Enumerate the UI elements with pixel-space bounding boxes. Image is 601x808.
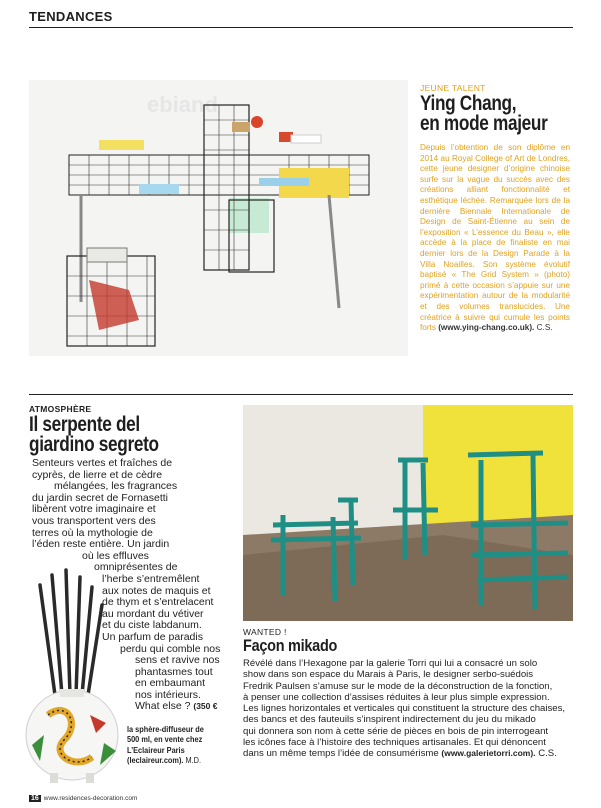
article2-line: l’éden reste entière. Un jardin <box>32 538 170 551</box>
article2-credit: M.D. <box>185 756 202 766</box>
article2-price-last <box>127 756 204 766</box>
article3-line: des bancs et des fauteuils s’inspirent indirectement du jeu du mikado <box>243 714 536 726</box>
article2-line: Senteurs vertes et fraîches de <box>32 457 173 469</box>
article3-kicker: WANTED ! <box>243 627 287 637</box>
article2-title-line2: giardino segreto <box>29 433 159 456</box>
article3-line: Fredrik Paulsen s’amuse sur le mode de la déconstruction de la fonction, <box>243 680 553 692</box>
article2-price: (350 € <box>193 701 218 712</box>
article2-line: cyprès, de lierre et de cèdre <box>32 468 163 481</box>
article2-line: sens et ravive nos <box>135 654 220 667</box>
article2-line: What else ? <box>135 700 191 713</box>
article2-line: l’herbe s’entremêlent <box>102 572 200 585</box>
section-title: TENDANCES <box>29 9 113 24</box>
article3-body <box>243 658 578 760</box>
article3-line: à penser une collection d’assises réduites à leur plus simple expression. <box>243 691 550 703</box>
article1-title-line1: Ying Chang, <box>420 92 517 115</box>
article2-price-line: L’Eclaireur Paris <box>127 745 185 755</box>
article3-last-row <box>243 748 578 759</box>
diffuser-image <box>20 565 128 785</box>
article2-price-line: (leclaireur.com). <box>127 756 184 766</box>
article1-body <box>420 143 570 334</box>
article1-credit: C.S. <box>536 323 553 333</box>
article2-line: perdu qui comble nos <box>120 642 221 655</box>
article3-line: show dans son espace du Marais à Paris, le designer serbo-suédois <box>243 669 534 681</box>
article3-line: les icônes face à l’histoire des techniques artisanales. Et qui dénoncent <box>243 737 546 749</box>
article2-price-block <box>127 725 204 767</box>
article2-line: terres où la mythologie de <box>32 526 153 539</box>
article2-line: omniprésentes de <box>94 561 178 574</box>
article2-kicker: ATMOSPHÈRE <box>29 404 92 414</box>
article2-line: mélangées, les fragrances <box>54 480 178 493</box>
article2-line: de thym et s’entrelacent <box>102 596 214 609</box>
article3-line: qui donnera son nom à cette série de pièces en bois de pin interrogeant <box>243 725 549 737</box>
article3-link[interactable]: (www.galerietorri.com). <box>441 748 536 759</box>
article1-body-text: Depuis l’obtention de son diplôme en 2014 au Royal College of Art de Londres, cette jeune designer d’origine chinoise surfe sur la vague du succès avec des créations alliant fonctionnalité et esthétique léchée. Remarquée lors de la dernière Biennale Internationale de Design de Saint-Étienne au sein de l’exposition « L’essence du Beau », elle accède à la place de finaliste en mai dernier lors de la Design Parade à la Villa Noailles. Son système évolutif baptisé « The Grid System » (photo) primé à cette occasion s’appuie sur une expérimentation autour de la modularité et des volumes translucides. Une créatrice à suivre qui cumule les points forts <box>420 143 570 333</box>
svg-text:ebiand: ebiand <box>147 92 218 117</box>
grid-system-photo <box>29 80 408 356</box>
article1-link[interactable]: (www.ying-chang.co.uk). <box>438 323 535 333</box>
mikado-chairs-photo <box>243 405 573 621</box>
article2-line: au mordant du vétiver <box>102 607 204 620</box>
article2-line: du jardin secret de Fornasetti <box>32 491 168 504</box>
article3-line: Révélé dans l’Hexagone par la galerie Torri qui lui a consacré un solo <box>243 658 538 669</box>
footer-url[interactable]: www.residences-decoration.com <box>43 795 138 802</box>
article2-line: en embaumant <box>135 677 206 690</box>
article2-line: phantasmes tout <box>135 665 213 678</box>
article2-line: où les effluves <box>82 549 149 562</box>
article3-credit: C.S. <box>538 748 557 760</box>
header-rule <box>29 27 573 28</box>
article2-whatelse-row <box>135 701 237 713</box>
article2-line: nos intérieurs. <box>135 688 201 701</box>
article2-line: Un parfum de paradis <box>102 630 203 643</box>
article2-title-line1: Il serpente del <box>29 413 140 436</box>
page-number: 16 <box>31 795 39 802</box>
article2-price-line: 500 ml, en vente chez <box>127 735 203 745</box>
article2-line: aux notes de maquis et <box>102 584 211 597</box>
article2-price-line: la sphère-diffuseur de <box>127 725 204 734</box>
article3-line: Les lignes horizontales et verticales qui constituent la structure des chaises, <box>243 703 566 715</box>
article2-line: et du ciste labdanum. <box>102 619 202 632</box>
article3-title: Façon mikado <box>243 636 338 655</box>
article2-line: vous transportent vers des <box>32 514 156 527</box>
section-divider <box>29 394 573 395</box>
page-footer <box>29 795 137 802</box>
article2-line: libèrent votre imaginaire et <box>32 503 156 516</box>
article1-kicker: JEUNE TALENT <box>420 83 486 93</box>
article3-line: dans un même temps l’idée de consumérisme <box>243 748 439 760</box>
article1-title-line2: en mode majeur <box>420 112 548 135</box>
